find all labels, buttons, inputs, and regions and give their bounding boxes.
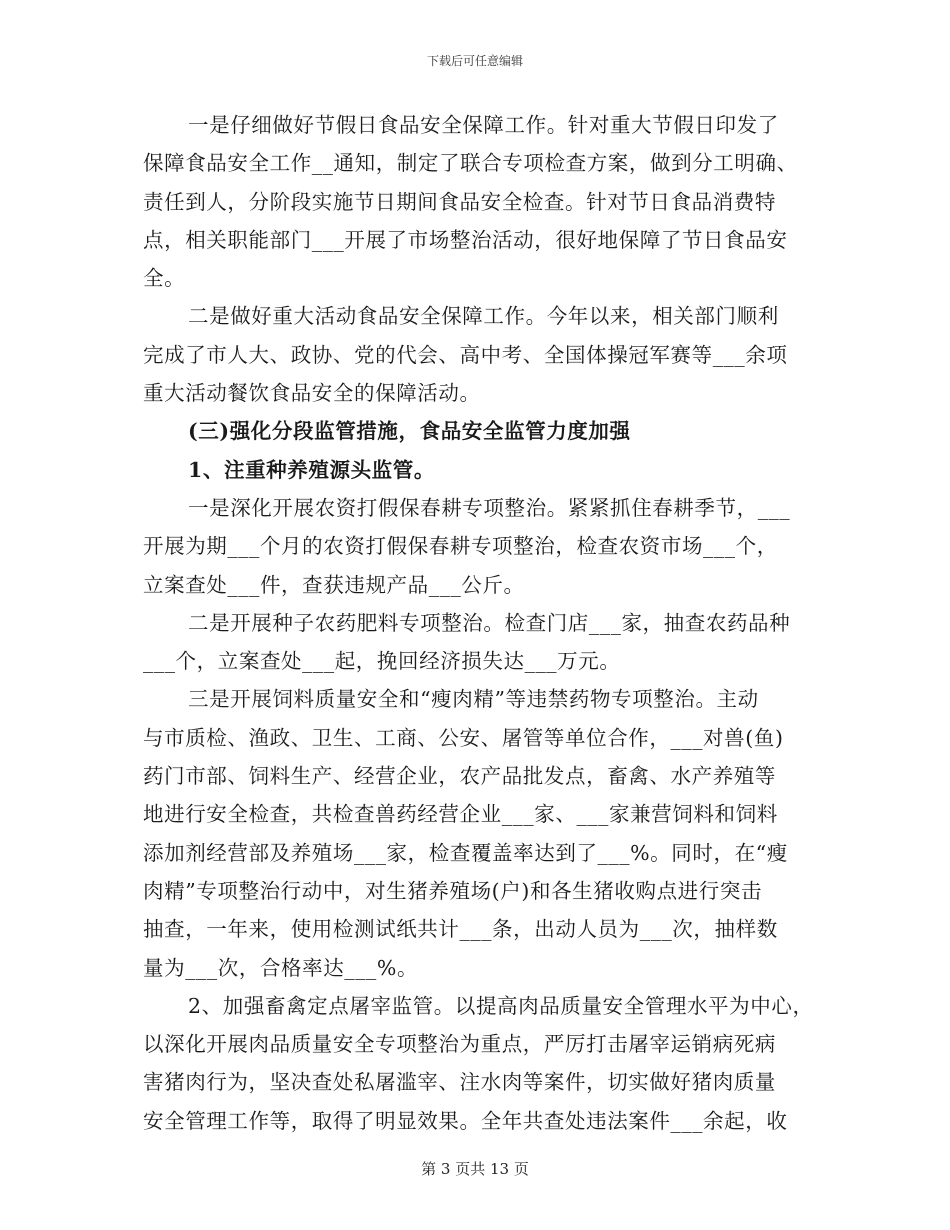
- paragraph-line: 立案查处___件，查获违规产品___公斤。: [143, 572, 525, 597]
- paragraph-line: 与市质检、渔政、卫生、工商、公安、屠管等单位合作，___对兽(鱼): [143, 725, 784, 750]
- paragraph-line: 添加剂经营部及养殖场___家，检查覆盖率达到了___%。同时，在“瘦: [143, 840, 788, 865]
- paragraph-line: 害猪肉行为，坚决查处私屠滥宰、注水肉等案件，切实做好猪肉质量: [143, 1070, 776, 1095]
- paragraph-line: 三是开展饲料质量安全和“瘦肉精”等违禁药物专项整治。主动: [188, 687, 759, 712]
- page-number: 第 3 页共 13 页: [421, 1160, 529, 1178]
- paragraph-line: 一是深化开展农资打假保春耕专项整治。紧紧抓住春耕季节，___: [188, 495, 791, 520]
- page-header-note: 下载后可任意编辑: [426, 54, 523, 68]
- paragraph-line: ___个，立案查处___起，挽回经济损失达___万元。: [143, 649, 621, 674]
- paragraph-line: 安全管理工作等，取得了明显效果。全年共查处违法案件___余起，收: [143, 1108, 788, 1133]
- section-heading-line: (三)强化分段监管措施，食品安全监管力度加强: [188, 419, 631, 444]
- paragraph-line: 点，相关职能部门___开展了市场整治活动，很好地保障了节日食品安: [143, 227, 788, 252]
- paragraph-line: 二是开展种子农药肥料专项整治。检查门店___家，抽查农药品种: [188, 610, 791, 635]
- paragraph-line: 以深化开展肉品质量安全专项整治为重点，严厉打击屠宰运销病死病: [143, 1032, 776, 1057]
- paragraph-line: 保障食品安全工作__通知，制定了联合专项检查方案，做到分工明确、: [143, 151, 798, 176]
- paragraph-line: 量为___次，合格率达___%。: [143, 955, 419, 980]
- paragraph-line: 肉精”专项整治行动中，对生猪养殖场(户)和各生猪收购点进行突击: [143, 878, 763, 903]
- paragraph-line: 药门市部、饲料生产、经营企业，农产品批发点，畜禽、水产养殖等: [143, 764, 776, 789]
- paragraph-line: 开展为期___个月的农资打假保春耕专项整治，检查农资市场___个，: [143, 534, 778, 559]
- body-text: [143, 106, 814, 1140]
- paragraph-line: 责任到人，分阶段实施节日期间食品安全检查。针对节日食品消费特: [143, 189, 776, 214]
- paragraph-line: 二是做好重大活动食品安全保障工作。今年以来，相关部门顺利: [188, 304, 779, 329]
- paragraph-line: 一是仔细做好节假日食品安全保障工作。针对重大节假日印发了: [188, 113, 779, 137]
- paragraph-line: 全。: [143, 266, 186, 291]
- paragraph-line: 2、加强畜禽定点屠宰监管。以提高肉品质量安全管理水平为中心，: [188, 993, 814, 1018]
- section-heading-line: 1、注重种养殖源头监管。: [188, 457, 435, 482]
- paragraph-line: 重大活动餐饮食品安全的保障活动。: [143, 381, 481, 406]
- paragraph-line: 完成了市人大、政协、党的代会、高中考、全国体操冠军赛等___余项: [143, 342, 788, 367]
- paragraph-line: 抽查，一年来，使用检测试纸共计___条，出动人员为___次，抽样数: [143, 917, 778, 942]
- paragraph-line: 地进行安全检查，共检查兽药经营企业___家、___家兼营饲料和饲料: [143, 802, 778, 827]
